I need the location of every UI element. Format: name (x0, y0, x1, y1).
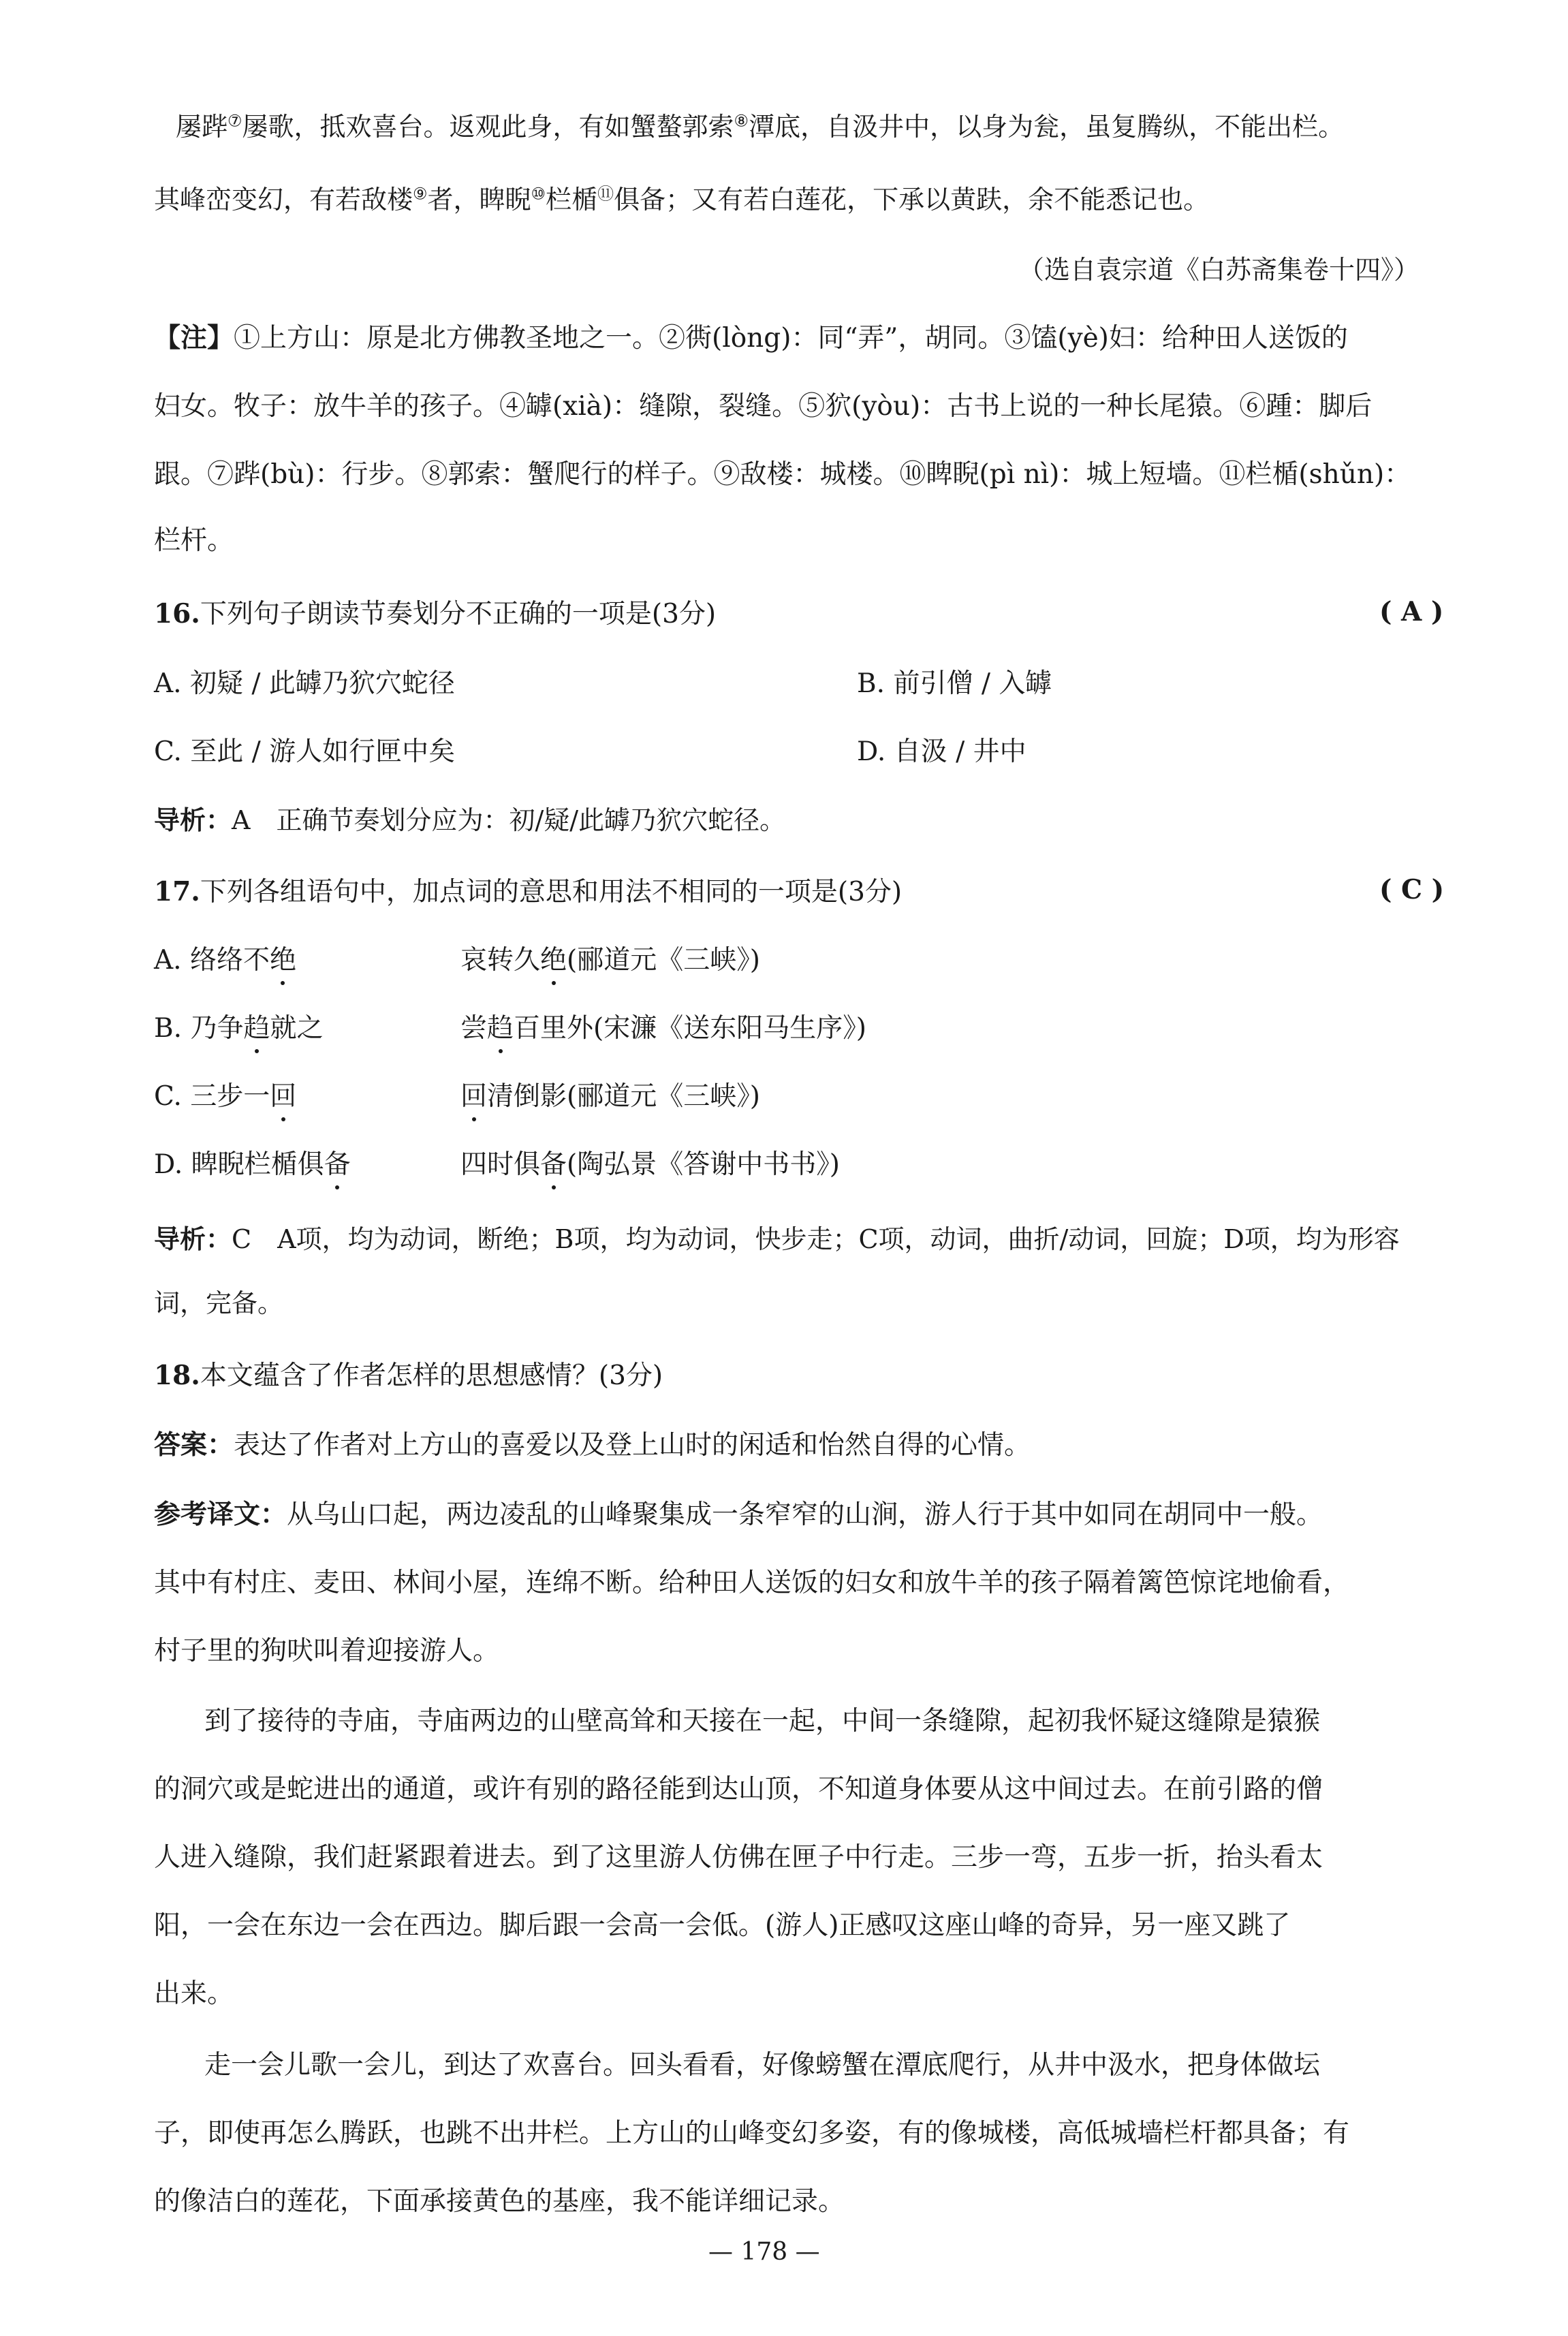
translation-p2-line-5: 出来。 (154, 1978, 234, 2009)
q17-guide-line-1: 导析：C A项，均为动词，断绝；B项，均为动词，快步走；C项，动词，曲折/动词，回旋；D项，均为形容 (154, 1224, 1400, 1254)
translation-p2-line-1: 到了接待的寺庙，寺庙两边的山壁高耸和天接在一起，中间一条缝隙，起初我怀疑这缝隙是猿猴 (204, 1706, 1321, 1737)
translation-p1-line-2: 其中有村庄、麦田、林间小屋，连绵不断。给种田人送饭的妇女和放牛羊的孩子隔着篱笆惊诧地偷看， (154, 1568, 1350, 1598)
q17-option-b-right: 尝趋百里外(宋濂《送东阳马生序》) (460, 1007, 866, 1045)
notes-line-2: 妇女。牧子：放牛羊的孩子。④罅(xià)：缝隙，裂缝。⑤狖(yòu)：古书上说的一种长尾猿。⑥踵：脚后 (154, 391, 1373, 422)
q17-option-c-left: C. 三步一回 (154, 1075, 296, 1113)
q16-option-c: C. 至此 / 游人如行匣中矣 (154, 736, 456, 767)
q17-option-c-right: 回清倒影(郦道元《三峡》) (460, 1075, 760, 1113)
q17-option-d-left: D. 睥睨栏楯俱备 (154, 1143, 351, 1181)
translation-p3-line-3: 的像洁白的莲花，下面承接黄色的基座，我不能详细记录。 (154, 2186, 845, 2217)
q17-option-a-right: 哀转久绝(郦道元《三峡》) (460, 939, 760, 977)
q16-answer: ( A ) (1379, 596, 1444, 627)
translation-p1-line-3: 村子里的狗吠叫着迎接游人。 (154, 1636, 500, 1666)
passage-line-1: 屡跸⑦屡歌，抵欢喜台。返观此身，有如蟹螯郭索⑧潭底，自汲井中，以身为瓮，虽复腾纵，不能出栏。 (176, 111, 1345, 142)
translation-p1-line-1: 参考译文：从乌山口起，两边凌乱的山峰聚集成一条窄窄的山涧，游人行于其中如同在胡同中一般。 (154, 1499, 1323, 1530)
q17-option-b-left: B. 乃争趋就之 (154, 1007, 324, 1045)
q18-answer: 答案：表达了作者对上方山的喜爱以及登上山时的闲适和怡然自得的心情。 (154, 1429, 1031, 1461)
notes-line-1: 【注】①上方山：原是北方佛教圣地之一。②衖(lòng)：同“弄”，胡同。③馌(yè)妇：给种田人送饭的 (154, 322, 1348, 354)
translation-p2-line-2: 的洞穴或是蛇进出的通道，或许有别的路径能到达山顶，不知道身体要从这中间过去。在前引路的僧 (154, 1774, 1323, 1805)
q16-option-b: B. 前引僧 / 入罅 (857, 668, 1052, 699)
q16-option-d: D. 自汲 / 井中 (857, 736, 1026, 767)
q17-answer: ( C ) (1379, 874, 1445, 905)
q17-stem: 17.下列各组语句中，加点词的意思和用法不相同的一项是(3分) (154, 876, 903, 907)
q17-guide-line-2: 词，完备。 (154, 1288, 284, 1318)
q16-option-a: A. 初疑 / 此罅乃狖穴蛇径 (154, 668, 455, 699)
notes-line-4: 栏杆。 (154, 525, 234, 556)
q17-option-d-right: 四时俱备(陶弘景《答谢中书书》) (460, 1143, 840, 1181)
q18-stem: 18.本文蕴含了作者怎样的思想感情？(3分) (154, 1360, 663, 1391)
translation-p3-line-2: 子，即使再怎么腾跃，也跳不出井栏。上方山的山峰变幻多姿，有的像城楼，高低城墙栏杆都具备；有 (154, 2118, 1350, 2149)
q17-option-a-left: A. 络络不绝 (154, 939, 296, 977)
q16-guide: 导析：A 正确节奏划分应为：初/疑/此罅乃狖穴蛇径。 (154, 805, 786, 835)
q16-stem: 16.下列句子朗读节奏划分不正确的一项是(3分) (154, 598, 717, 629)
translation-p2-line-4: 阳，一会在东边一会在西边。脚后跟一会高一会低。(游人)正感叹这座山峰的奇异，另一座又跳了 (154, 1910, 1291, 1941)
notes-line-3: 跟。⑦跸(bù)：行步。⑧郭索：蟹爬行的样子。⑨敌楼：城楼。⑩睥睨(pì nì)：城上短墙。⑪栏楯(shǔn)： (154, 459, 1411, 490)
passage-line-2: 其峰峦变幻，有若敌楼⑨者，睥睨⑩栏楯⑪俱备；又有若白莲花，下承以黄趺，余不能悉记也。 (154, 184, 1210, 215)
page-number: — 178 — (708, 2238, 820, 2266)
translation-p3-line-1: 走一会儿歌一会儿，到达了欢喜台。回头看看，好像螃蟹在潭底爬行，从井中汲水，把身体做坛 (204, 2050, 1321, 2081)
translation-p2-line-3: 人进入缝隙，我们赶紧跟着进去。到了这里游人仿佛在匣子中行走。三步一弯，五步一折，抬头看太 (154, 1842, 1323, 1873)
passage-source: （选自袁宗道《白苏斋集卷十四》） (1018, 255, 1420, 285)
